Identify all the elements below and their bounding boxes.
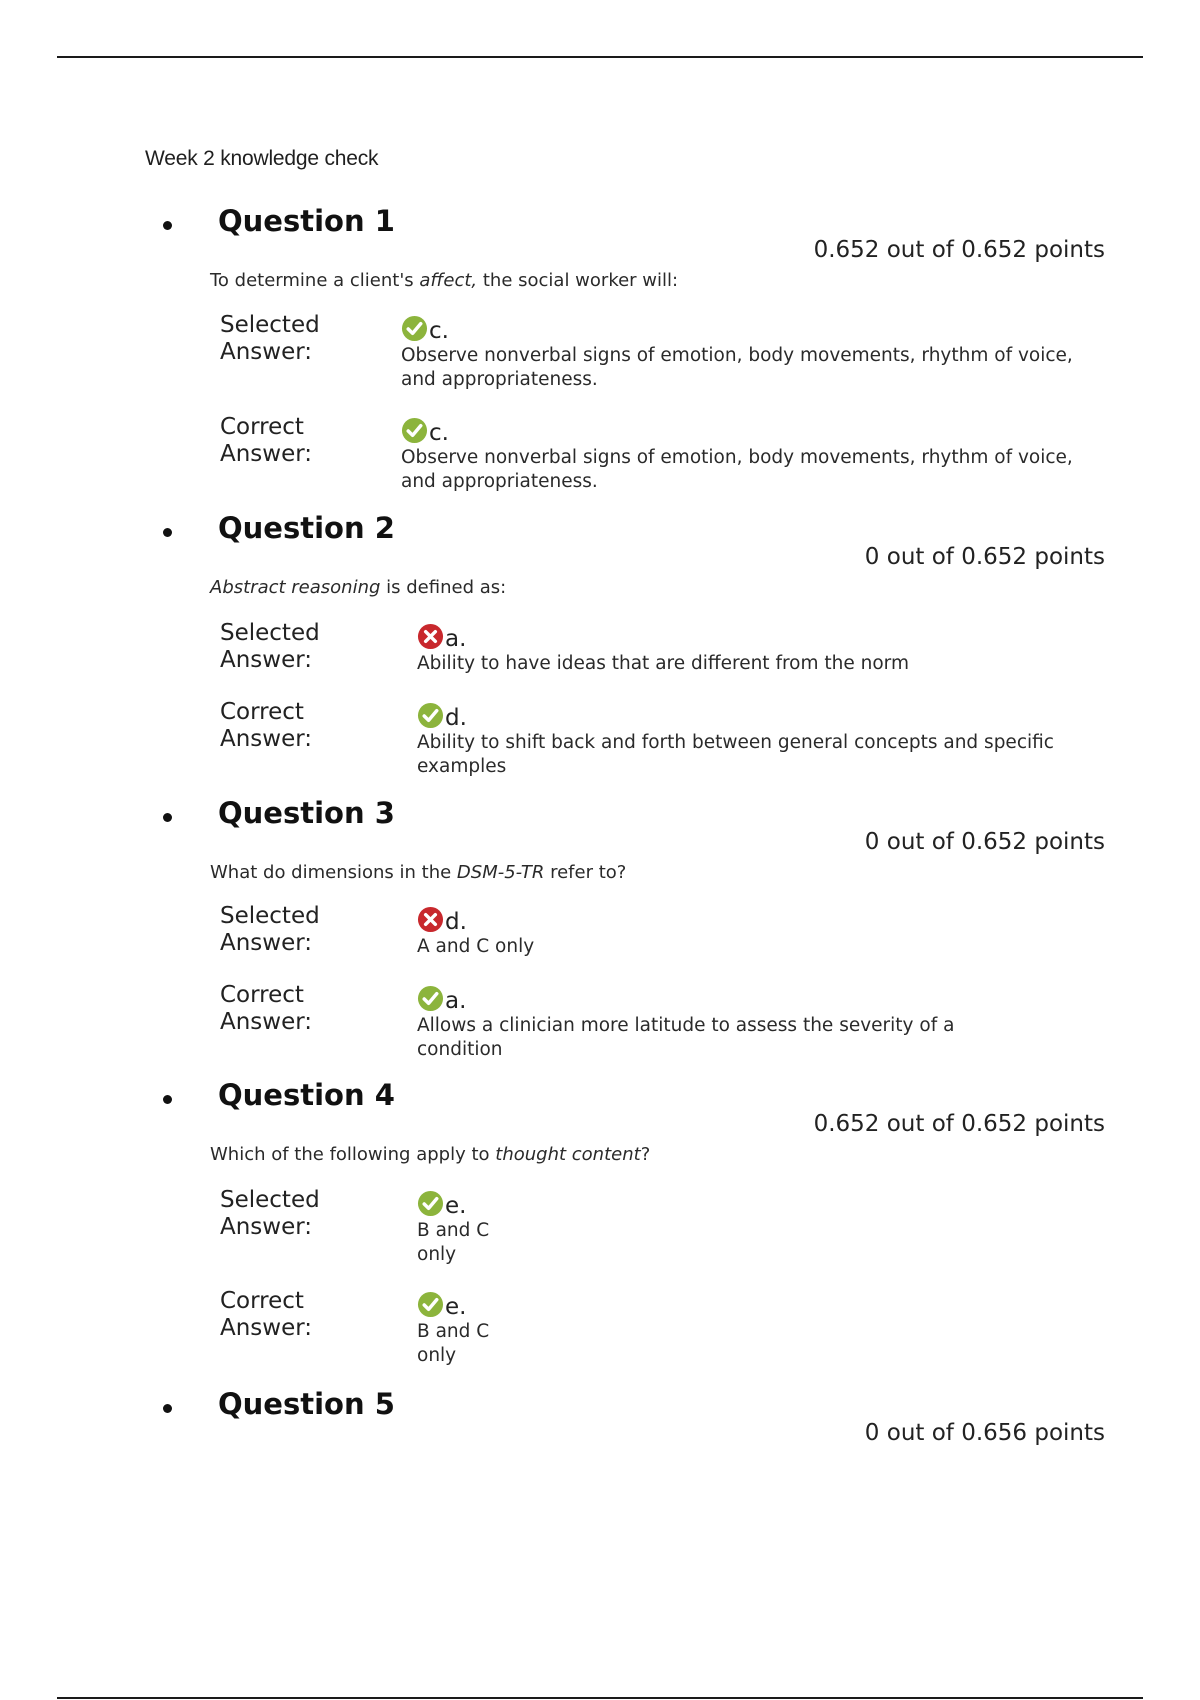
correct-answer: [401, 415, 1101, 494]
selected-answer: [417, 1188, 507, 1267]
question-title: Question 2: [218, 511, 395, 545]
selected-answer-label: Selected Answer:: [220, 1187, 320, 1240]
correct-answer-label: Correct Answer:: [220, 699, 313, 752]
answer-letter: c.: [429, 318, 449, 344]
selected-answer: [417, 621, 1117, 676]
answer-text: Observe nonverbal signs of emotion, body movements, rhythm of voice, and appropriateness.: [401, 345, 1073, 390]
bullet-icon: [163, 813, 172, 822]
correct-check-icon: [417, 702, 444, 729]
answer-text: Ability to shift back and forth between general concepts and specific examples: [417, 732, 1054, 777]
question-title: Question 3: [218, 796, 395, 830]
question-points: 0 out of 0.656 points: [864, 1420, 1105, 1446]
question-points: 0 out of 0.652 points: [864, 544, 1105, 570]
answer-text: Ability to have ideas that are different from the norm: [417, 653, 909, 674]
selected-answer-label: Selected Answer:: [220, 312, 320, 365]
correct-check-icon: [401, 417, 428, 444]
answer-text: A and C only: [417, 936, 535, 957]
question-prompt: What do dimensions in the DSM-5-TR refer to?: [210, 862, 627, 883]
selected-answer: [417, 904, 1117, 959]
answer-text: Allows a clinician more latitude to assess the severity of a condition: [417, 1015, 955, 1060]
incorrect-x-icon: [417, 906, 444, 933]
correct-answer-label: Correct Answer:: [220, 1288, 313, 1341]
question-prompt: Which of the following apply to thought content?: [210, 1144, 651, 1165]
answer-letter: e.: [445, 1294, 467, 1320]
selected-answer-label: Selected Answer:: [220, 903, 320, 956]
selected-answer-label: Selected Answer:: [220, 620, 320, 673]
correct-answer-label: Correct Answer:: [220, 982, 313, 1035]
question-points: 0.652 out of 0.652 points: [813, 237, 1105, 263]
correct-answer: [417, 983, 997, 1062]
correct-check-icon: [417, 985, 444, 1012]
question-prompt: Abstract reasoning is defined as:: [210, 577, 507, 598]
bullet-icon: [163, 1404, 172, 1413]
bottom-rule: [57, 1697, 1143, 1699]
correct-check-icon: [417, 1291, 444, 1318]
correct-answer: [417, 1289, 507, 1368]
bullet-icon: [163, 1095, 172, 1104]
answer-letter: a.: [445, 988, 467, 1014]
correct-check-icon: [417, 1190, 444, 1217]
page-title: Week 2 knowledge check: [145, 147, 379, 170]
correct-check-icon: [401, 315, 428, 342]
question-title: Question 1: [218, 204, 395, 238]
bullet-icon: [163, 221, 172, 230]
correct-answer: [417, 700, 1057, 779]
selected-answer: [401, 313, 1101, 392]
top-rule: [57, 56, 1143, 58]
answer-letter: d.: [445, 909, 467, 935]
question-points: 0.652 out of 0.652 points: [813, 1111, 1105, 1137]
answer-text: Observe nonverbal signs of emotion, body movements, rhythm of voice, and appropriateness.: [401, 447, 1073, 492]
incorrect-x-icon: [417, 623, 444, 650]
question-prompt: To determine a client's affect, the social worker will:: [210, 270, 679, 291]
answer-letter: a.: [445, 626, 467, 652]
question-title: Question 5: [218, 1387, 395, 1421]
bullet-icon: [163, 528, 172, 537]
answer-letter: c.: [429, 420, 449, 446]
answer-letter: e.: [445, 1193, 467, 1219]
answer-text: B and C only: [417, 1220, 490, 1265]
answer-letter: d.: [445, 705, 467, 731]
question-points: 0 out of 0.652 points: [864, 829, 1105, 855]
answer-text: B and C only: [417, 1321, 490, 1366]
question-title: Question 4: [218, 1078, 395, 1112]
correct-answer-label: Correct Answer:: [220, 414, 313, 467]
